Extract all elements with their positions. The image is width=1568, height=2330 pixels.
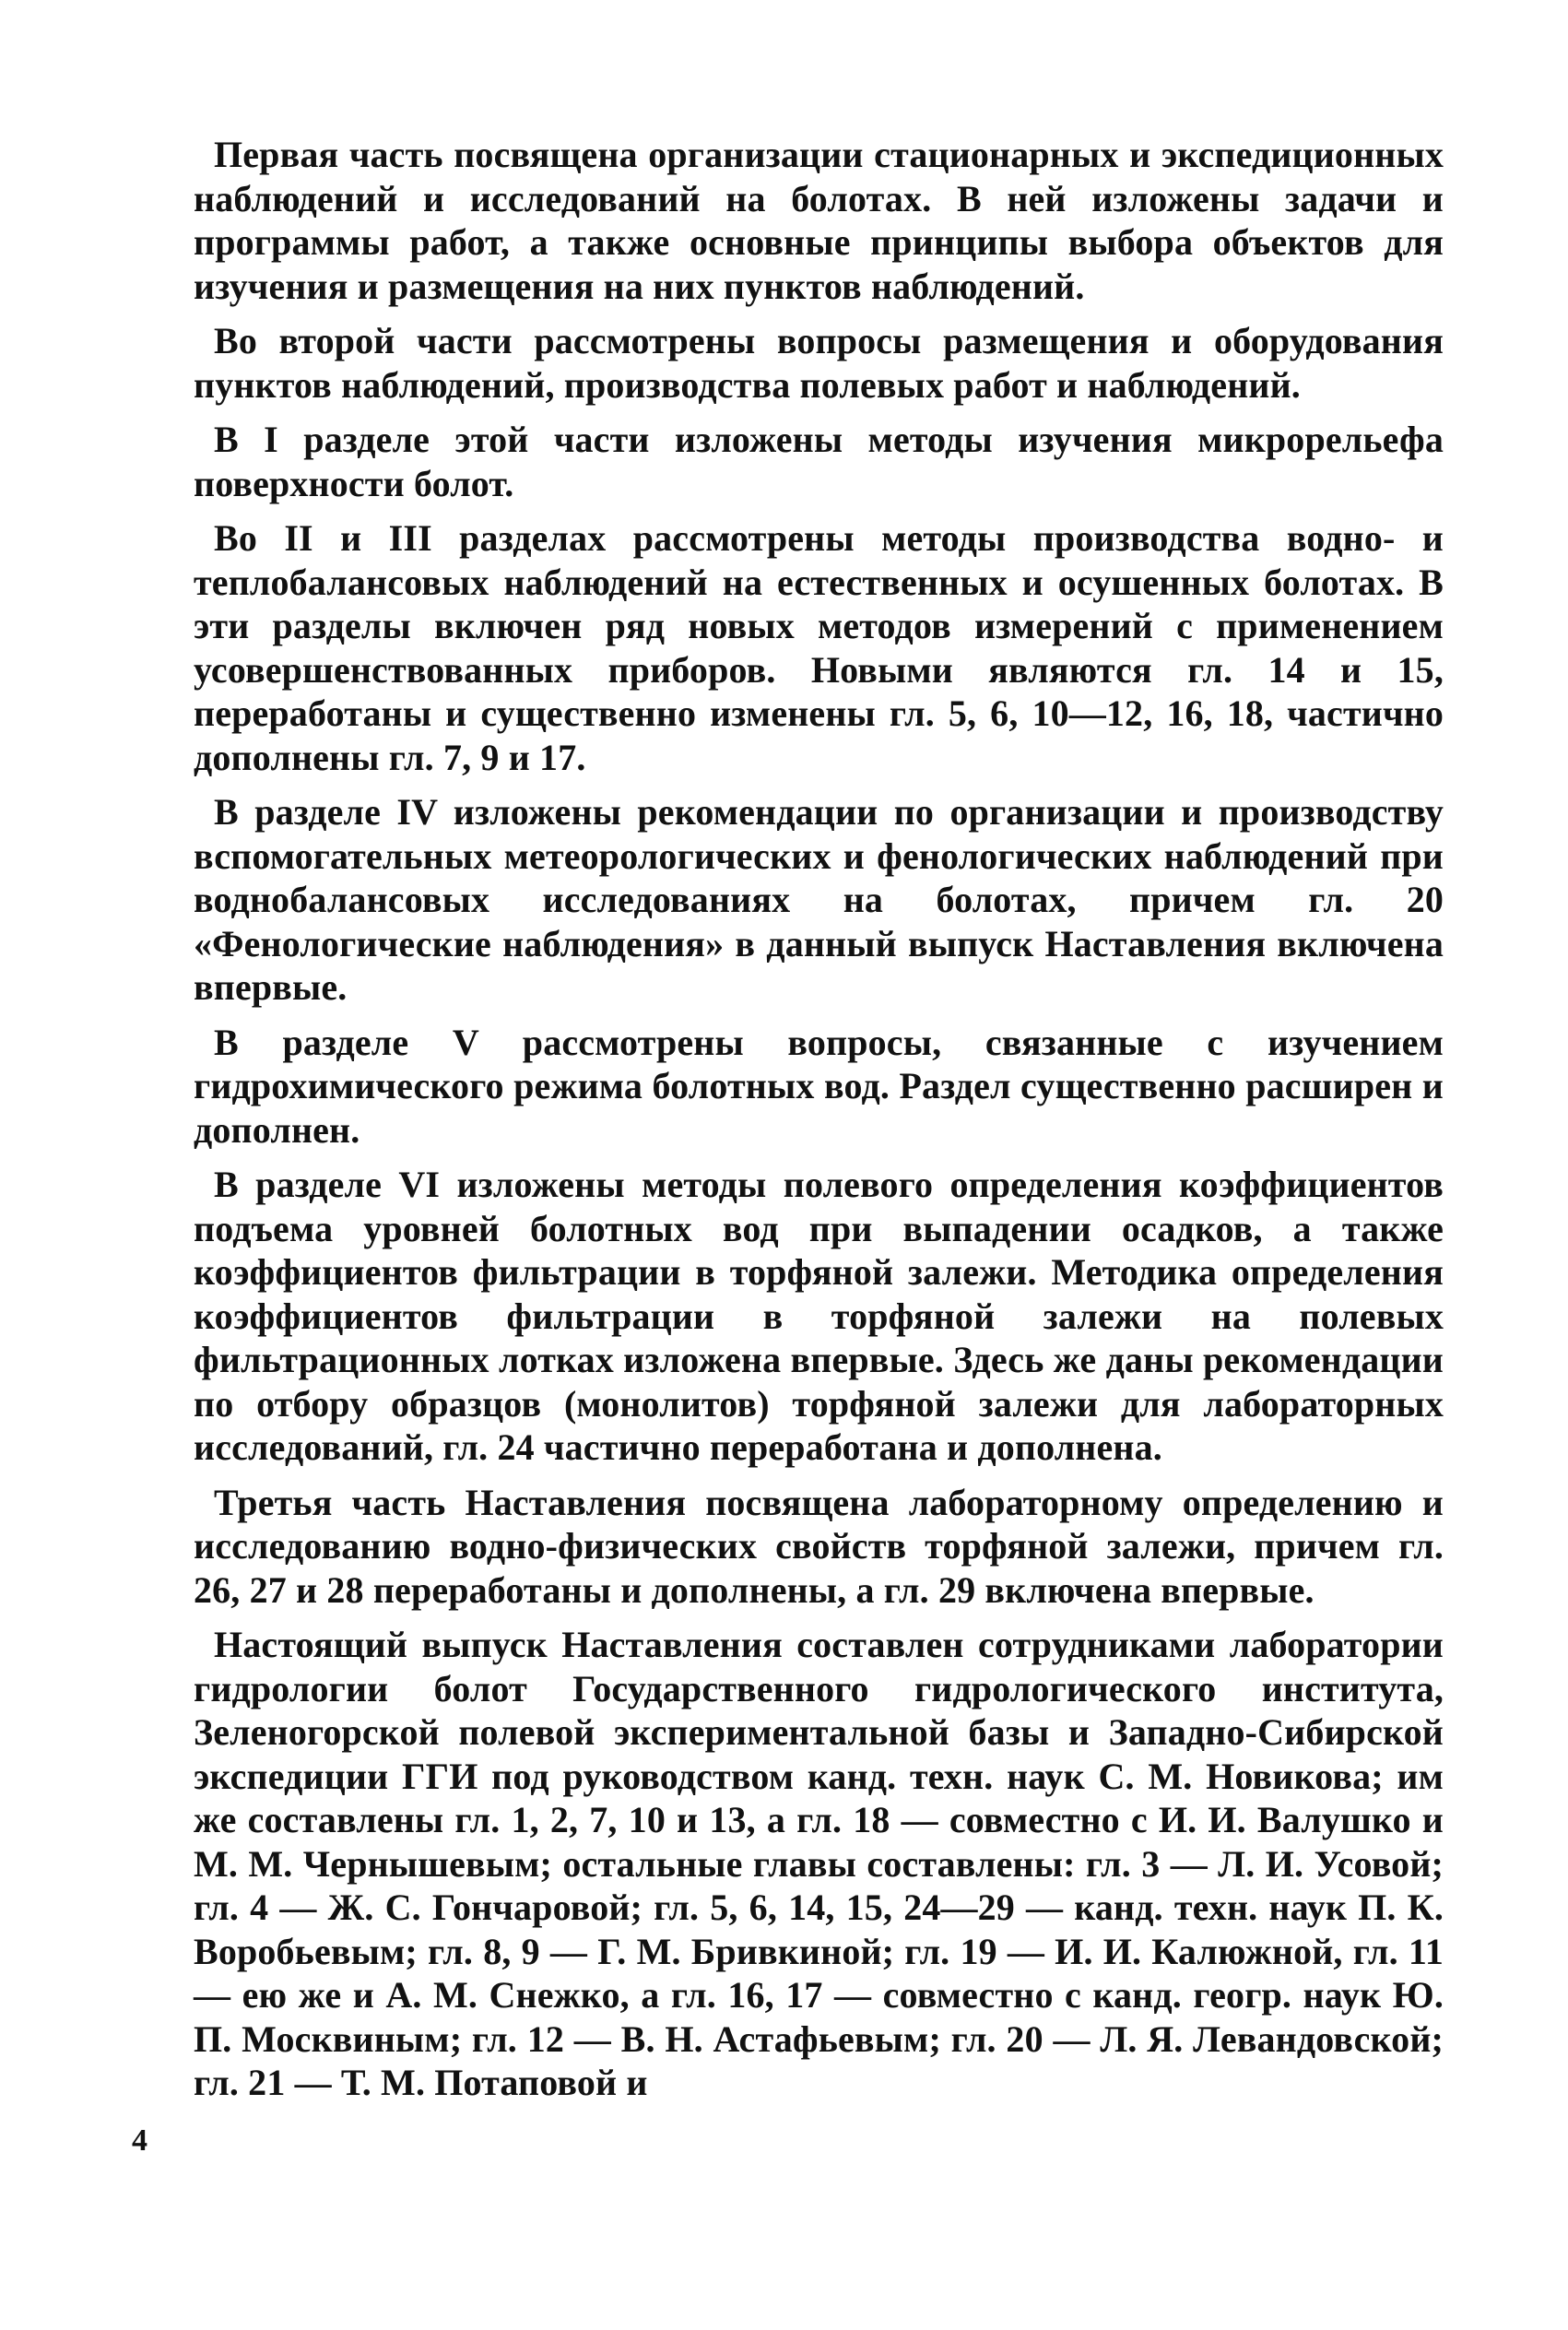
paragraph-8: Третья часть Наставления посвящена лабораторному определению и исследованию водно-физических свойств торфяной залежи, причем гл. 26, 27 и 28 переработаны и дополнены, а гл. 29 включена впервые. bbox=[194, 1481, 1444, 1611]
paragraph-2: Во второй части рассмотрены вопросы размещения и оборудования пунктов наблюдений, производства полевых работ и наблюдений. bbox=[194, 320, 1444, 406]
paragraph-4: Во II и III разделах рассмотрены методы производства водно- и теплобалансовых наблюдений на естественных и осушенных болотах. В эти разделы включен ряд новых методов измерений с применением усовершенствованных приборов. Новыми являются гл. 14 и 15, переработаны и существенно изменены гл. 5, 6, 10—12, 16, 18, частично дополнены гл. 7, 9 и 17. bbox=[194, 517, 1444, 778]
paragraph-3: В I разделе этой части изложены методы изучения микрорельефа поверхности болот. bbox=[194, 419, 1444, 504]
paragraph-5: В разделе IV изложены рекомендации по организации и производству вспомогательных метеорологических и фенологических наблюдений при воднобалансовых исследованиях на болотах, причем гл. 20 «Фенологические наблюдения» в данный выпуск Наставления включена впервые. bbox=[194, 791, 1444, 1008]
paragraph-7: В разделе VI изложены методы полевого определения коэффициентов подъема уровней болотных вод при выпадении осадков, а также коэффициентов фильтрации в торфяной залежи. Методика определения коэффициентов фильтрации в торфяной залежи на полевых фильтрационных лотках изложена впервые. Здесь же даны рекомендации по отбору образцов (монолитов) торфяной залежи для лабораторных исследований, гл. 24 частично переработана и дополнена. bbox=[194, 1164, 1444, 1468]
page-number: 4 bbox=[132, 2123, 147, 2158]
body-text bbox=[194, 133, 1444, 2116]
paragraph-6: В разделе V рассмотрены вопросы, связанные с изучением гидрохимического режима болотных вод. Раздел существенно расширен и дополнен. bbox=[194, 1021, 1444, 1151]
paragraph-1: Первая часть посвящена организации стационарных и экспедиционных наблюдений и исследований на болотах. В ней изложены задачи и программы работ, а также основные принципы выбора объектов для изучения и размещения на них пунктов наблюдений. bbox=[194, 134, 1444, 307]
paragraph-9: Настоящий выпуск Наставления составлен сотрудниками лаборатории гидрологии болот Государственного гидрологического института, Зеленогорской полевой экспериментальной базы и Западно-Сибирской экспедиции ГГИ под руководством канд. техн. наук С. М. Новикова; им же составлены гл. 1, 2, 7, 10 и 13, а гл. 18 — совместно с И. И. Валушко и М. М. Чернышевым; остальные главы составлены: гл. 3 — Л. И. Усовой; гл. 4 — Ж. С. Гончаровой; гл. 5, 6, 14, 15, 24—29 — канд. техн. наук П. К. Воробьевым; гл. 8, 9 — Г. М. Бривкиной; гл. 19 — И. И. Калюжной, гл. 11 — ею же и А. М. Снежко, а гл. 16, 17 — совместно с канд. геогр. наук Ю. П. Москвиным; гл. 12 — В. Н. Астафьевым; гл. 20 — Л. Я. Левандовской; гл. 21 — Т. М. Потаповой и bbox=[194, 1624, 1444, 2103]
